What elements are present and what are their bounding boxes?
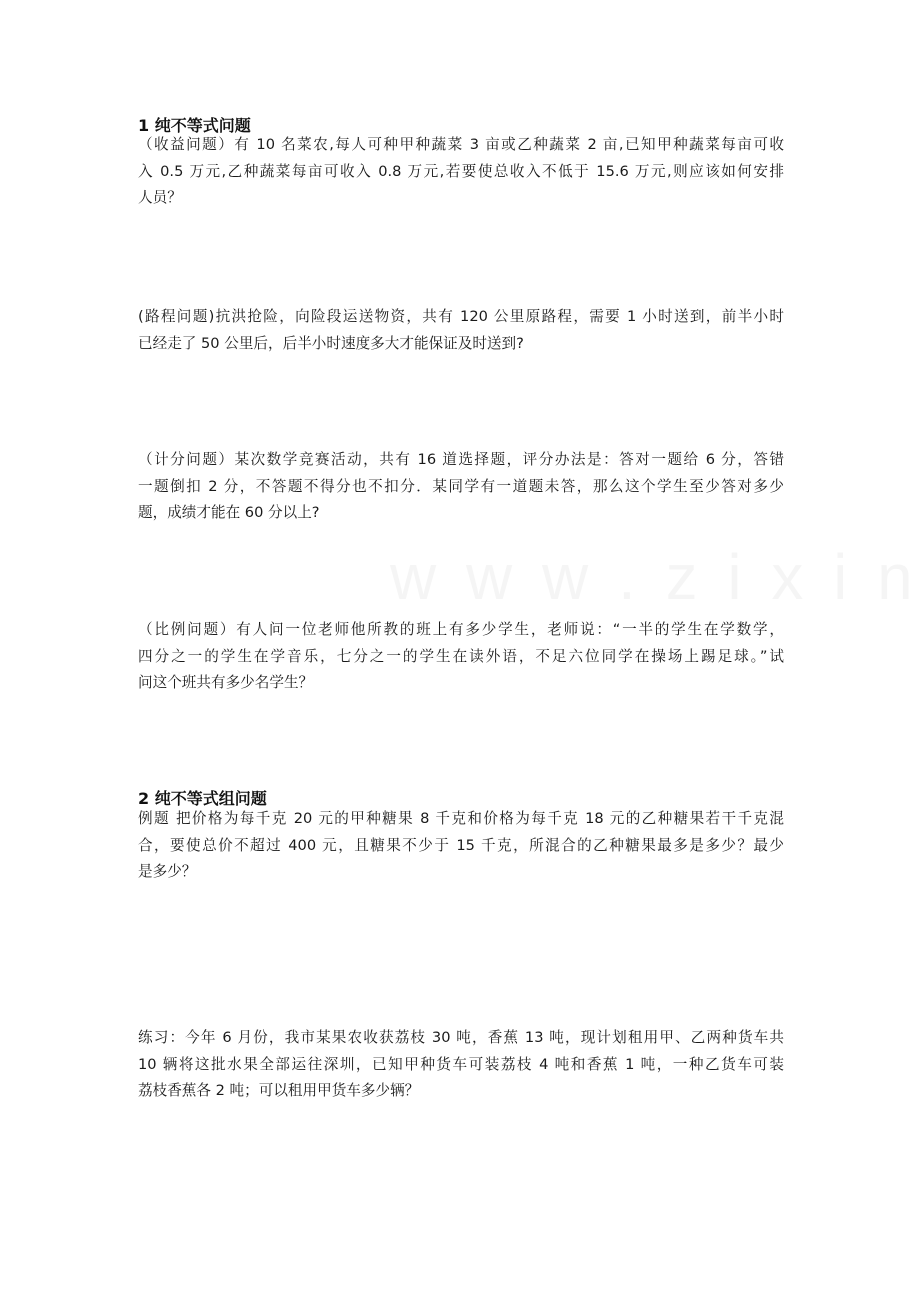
text-line: （比例问题）有人问一位老师他所教的班上有多少学生，老师说：“一半的学生在学数学， <box>138 621 784 638</box>
text-line: 合，要使总价不超过 400 元，且糖果不少于 15 千克，所混合的乙种糖果最多是多少？最少 <box>138 836 784 854</box>
text-line: 四分之一的学生在学音乐，七分之一的学生在读外语，不足六位同学在操场上踢足球。”试 <box>138 647 784 665</box>
text-line: 人员？ <box>138 189 182 206</box>
text-line: 例题 把价格为每千克 20 元的甲种糖果 8 千克和价格为每千克 18 元的乙种糖果若干千克混 <box>138 810 784 827</box>
text-line: 一题倒扣 2 分，不答题不得分也不扣分．某同学有一道题未答，那么这个学生至少答对多少 <box>138 477 784 495</box>
text-line: （计分问题）某次数学竞赛活动，共有 16 道选择题，评分办法是：答对一题给 6 分，答错 <box>138 451 784 468</box>
watermark <box>390 540 920 614</box>
problem-ratio <box>138 617 784 697</box>
text-line: 练习：今年 6 月份，我市某果农收获荔枝 30 吨，香蕉 13 吨，现计划租用甲、乙两种货车共 <box>138 1029 784 1046</box>
problem-income <box>138 132 784 212</box>
problem-scoring <box>138 447 784 527</box>
problem-distance <box>138 304 784 357</box>
text-line: 题，成绩才能在 60 分以上? <box>138 504 320 521</box>
text-line: 荔枝香蕉各 2 吨；可以租用甲货车多少辆？ <box>138 1082 420 1099</box>
section-2-heading: 2 纯不等式组问题 <box>138 789 267 808</box>
text-line: 入 0.5 万元,乙种蔬菜每亩可收入 0.8 万元,若要使总收入不低于 15.6 万元,则应该如何安排 <box>138 162 784 180</box>
problem-exercise-trucks <box>138 1025 784 1105</box>
section-1-heading: 1 纯不等式问题 <box>138 116 251 135</box>
text-line: （收益问题）有 10 名菜农,每人可种甲种蔬菜 3 亩或乙种蔬菜 2 亩,已知甲种蔬菜每亩可收 <box>138 136 784 153</box>
text-line: 问这个班共有多少名学生？ <box>138 674 314 691</box>
text-line: 是多少？ <box>138 863 197 880</box>
problem-example-candy <box>138 806 784 886</box>
text-line: 10 辆将这批水果全部运往深圳，已知甲种货车可装荔枝 4 吨和香蕉 1 吨，一种乙货车可装 <box>138 1055 784 1073</box>
text-line: (路程问题)抗洪抢险，向险段运送物资，共有 120 公里原路程，需要 1 小时送到，前半小时 <box>138 308 784 325</box>
text-line: 已经走了 50 公里后，后半小时速度多大才能保证及时送到? <box>138 334 524 352</box>
